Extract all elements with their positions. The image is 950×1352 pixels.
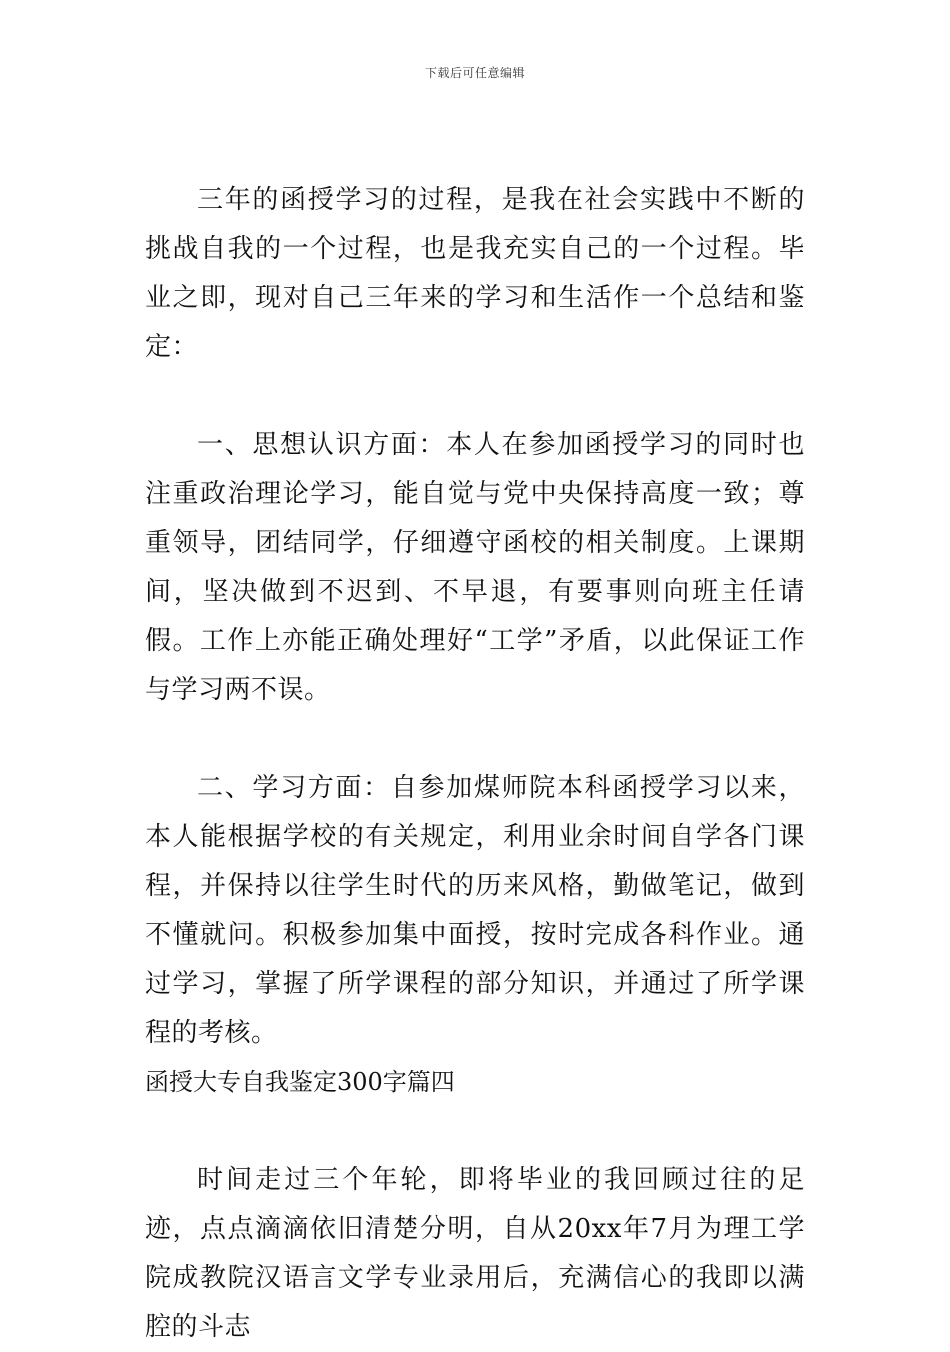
paragraph-gap — [145, 715, 805, 764]
paragraph-intro: 三年的函授学习的过程，是我在社会实践中不断的挑战自我的一个过程，也是我充实自己的一个过程。毕业之即，现对自己三年来的学习和生活作一个总结和鉴定： — [145, 185, 805, 362]
paragraph-time: 时间走过三个年轮，即将毕业的我回顾过往的足迹，点点滴滴依旧清楚分明，自从20xx年7月为理工学院成教院汉语言文学专业录用后，充满信心的我即以满腔的斗志 — [145, 1165, 805, 1342]
paragraph-study: 二、学习方面：自参加煤师院本科函授学习以来，本人能根据学校的有关规定，利用业余时间自学各门课程，并保持以往学生时代的历来风格，勤做笔记，做到不懂就问。积极参加集中面授，按时完成各科作业。通过学习，掌握了所学课程的部分知识，并通过了所学课程的考核。 — [145, 773, 805, 1048]
document-body — [145, 176, 805, 1352]
paragraph-ideology: 一、思想认识方面：本人在参加函授学习的同时也注重政治理论学习，能自觉与党中央保持高度一致；尊重领导，团结同学，仔细遵守函校的相关制度。上课期间，坚决做到不迟到、不早退，有要事则向班主任请假。工作上亦能正确处理好“工学”矛盾，以此保证工作与学习两不误。 — [145, 430, 805, 705]
page-header-note: 下载后可任意编辑 — [424, 66, 525, 80]
section-heading: 函授大专自我鉴定300字篇四 — [145, 1068, 455, 1096]
paragraph-gap — [145, 372, 805, 421]
paragraph-gap — [145, 1107, 805, 1156]
